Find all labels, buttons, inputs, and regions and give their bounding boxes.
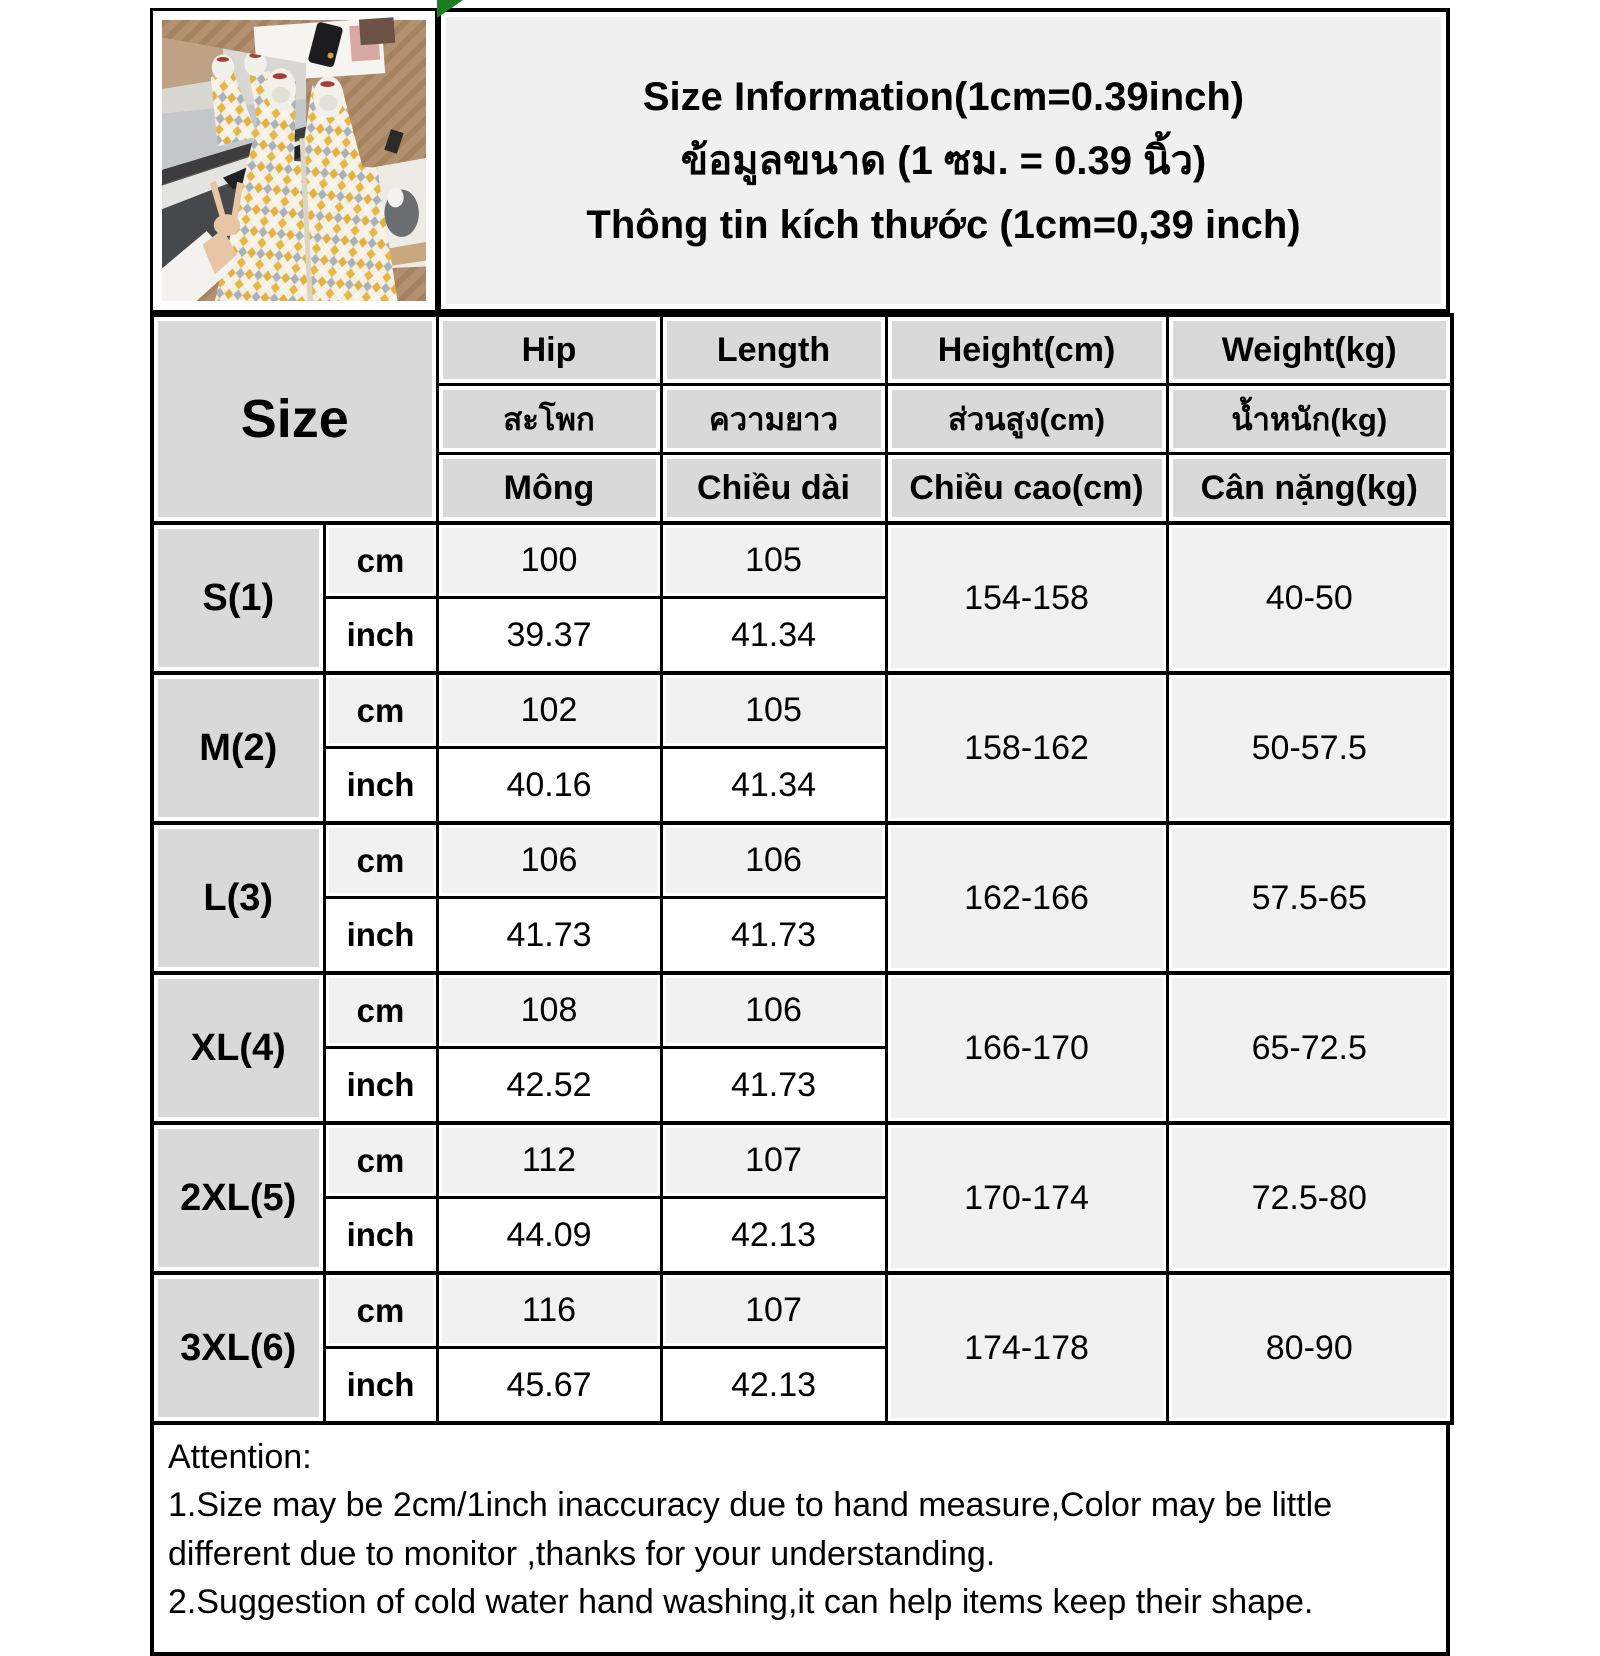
table-row <box>152 523 1452 598</box>
hip-header-en: Hip <box>437 315 661 385</box>
weight-range: 65-72.5 <box>1167 973 1452 1123</box>
length-header-vi: Chiều dài <box>661 454 886 524</box>
length-inch-value: 41.34 <box>661 748 886 824</box>
weight-range: 80-90 <box>1167 1273 1452 1423</box>
length-inch-value: 42.13 <box>661 1198 886 1274</box>
height-range: 162-166 <box>886 823 1167 973</box>
length-inch-value: 41.34 <box>661 598 886 674</box>
hip-cm-value: 116 <box>437 1273 661 1348</box>
unit-label-cm: cm <box>324 1123 437 1198</box>
size-label: 2XL(5) <box>152 1123 324 1273</box>
length-header-th: ความยาว <box>661 385 886 454</box>
length-cm-value: 106 <box>661 973 886 1048</box>
weight-range: 72.5-80 <box>1167 1123 1452 1273</box>
header-row-english <box>152 315 1452 385</box>
hip-inch-value: 40.16 <box>437 748 661 824</box>
size-label: S(1) <box>152 523 324 673</box>
size-column-header: Size <box>152 315 437 523</box>
attention-note-1: 1.Size may be 2cm/1inch inaccuracy due to hand measure,Color may be little different due to monitor ,thanks for your understanding. <box>168 1486 1333 1573</box>
table-row <box>152 1123 1452 1198</box>
table-row <box>152 1273 1452 1348</box>
size-label: L(3) <box>152 823 324 973</box>
hip-cm-value: 102 <box>437 673 661 748</box>
title-english: Size Information(1cm=0.39inch) <box>642 74 1245 119</box>
product-photo-illustration <box>162 20 426 301</box>
weight-range: 50-57.5 <box>1167 673 1452 823</box>
hip-header-th: สะโพก <box>437 385 661 454</box>
unit-label-inch: inch <box>324 898 437 974</box>
hip-inch-value: 39.37 <box>437 598 661 674</box>
unit-label-cm: cm <box>324 673 437 748</box>
weight-range: 40-50 <box>1167 523 1452 673</box>
weight-header-vi: Cân nặng(kg) <box>1167 454 1452 524</box>
attention-note-2: 2.Suggestion of cold water hand washing,it can help items keep their shape. <box>168 1582 1314 1621</box>
size-table <box>150 313 1454 1425</box>
attention-box <box>150 1425 1450 1656</box>
unit-label-inch: inch <box>324 1348 437 1424</box>
attention-heading: Attention: <box>168 1438 312 1476</box>
height-range: 166-170 <box>886 973 1167 1123</box>
height-header-vi: Chiều cao(cm) <box>886 454 1167 524</box>
length-cm-value: 105 <box>661 673 886 748</box>
title-vietnamese: Thông tin kích thước (1cm=0,39 inch) <box>586 202 1301 247</box>
product-photo <box>150 8 438 313</box>
table-row <box>152 973 1452 1048</box>
hip-inch-value: 42.52 <box>437 1048 661 1124</box>
length-inch-value: 41.73 <box>661 1048 886 1124</box>
hip-inch-value: 45.67 <box>437 1348 661 1424</box>
length-cm-value: 107 <box>661 1123 886 1198</box>
size-label: XL(4) <box>152 973 324 1123</box>
title-thai: ข้อมูลขนาด (1 ซม. = 0.39 นิ้ว) <box>680 138 1207 183</box>
height-header-en: Height(cm) <box>886 315 1167 385</box>
unit-label-inch: inch <box>324 748 437 824</box>
unit-label-cm: cm <box>324 523 437 598</box>
table-row <box>152 823 1452 898</box>
weight-range: 57.5-65 <box>1167 823 1452 973</box>
weight-header-th: น้ำหนัก(kg) <box>1167 385 1452 454</box>
hip-cm-value: 112 <box>437 1123 661 1198</box>
hip-inch-value: 41.73 <box>437 898 661 974</box>
hip-inch-value: 44.09 <box>437 1198 661 1274</box>
unit-label-cm: cm <box>324 973 437 1048</box>
height-header-th: ส่วนสูง(cm) <box>886 385 1167 454</box>
green-corner-marker <box>437 0 463 18</box>
table-row <box>152 673 1452 748</box>
height-range: 174-178 <box>886 1273 1167 1423</box>
length-inch-value: 41.73 <box>661 898 886 974</box>
title-banner <box>438 8 1450 313</box>
unit-label-cm: cm <box>324 823 437 898</box>
unit-label-inch: inch <box>324 1198 437 1274</box>
weight-header-en: Weight(kg) <box>1167 315 1452 385</box>
length-cm-value: 107 <box>661 1273 886 1348</box>
hip-cm-value: 100 <box>437 523 661 598</box>
unit-label-cm: cm <box>324 1273 437 1348</box>
length-cm-value: 105 <box>661 523 886 598</box>
unit-label-inch: inch <box>324 598 437 674</box>
size-label: 3XL(6) <box>152 1273 324 1423</box>
height-range: 154-158 <box>886 523 1167 673</box>
height-range: 158-162 <box>886 673 1167 823</box>
top-section <box>150 8 1450 313</box>
hip-cm-value: 106 <box>437 823 661 898</box>
length-header-en: Length <box>661 315 886 385</box>
size-label: M(2) <box>152 673 324 823</box>
hip-header-vi: Mông <box>437 454 661 524</box>
height-range: 170-174 <box>886 1123 1167 1273</box>
unit-label-inch: inch <box>324 1048 437 1124</box>
length-inch-value: 42.13 <box>661 1348 886 1424</box>
hip-cm-value: 108 <box>437 973 661 1048</box>
length-cm-value: 106 <box>661 823 886 898</box>
